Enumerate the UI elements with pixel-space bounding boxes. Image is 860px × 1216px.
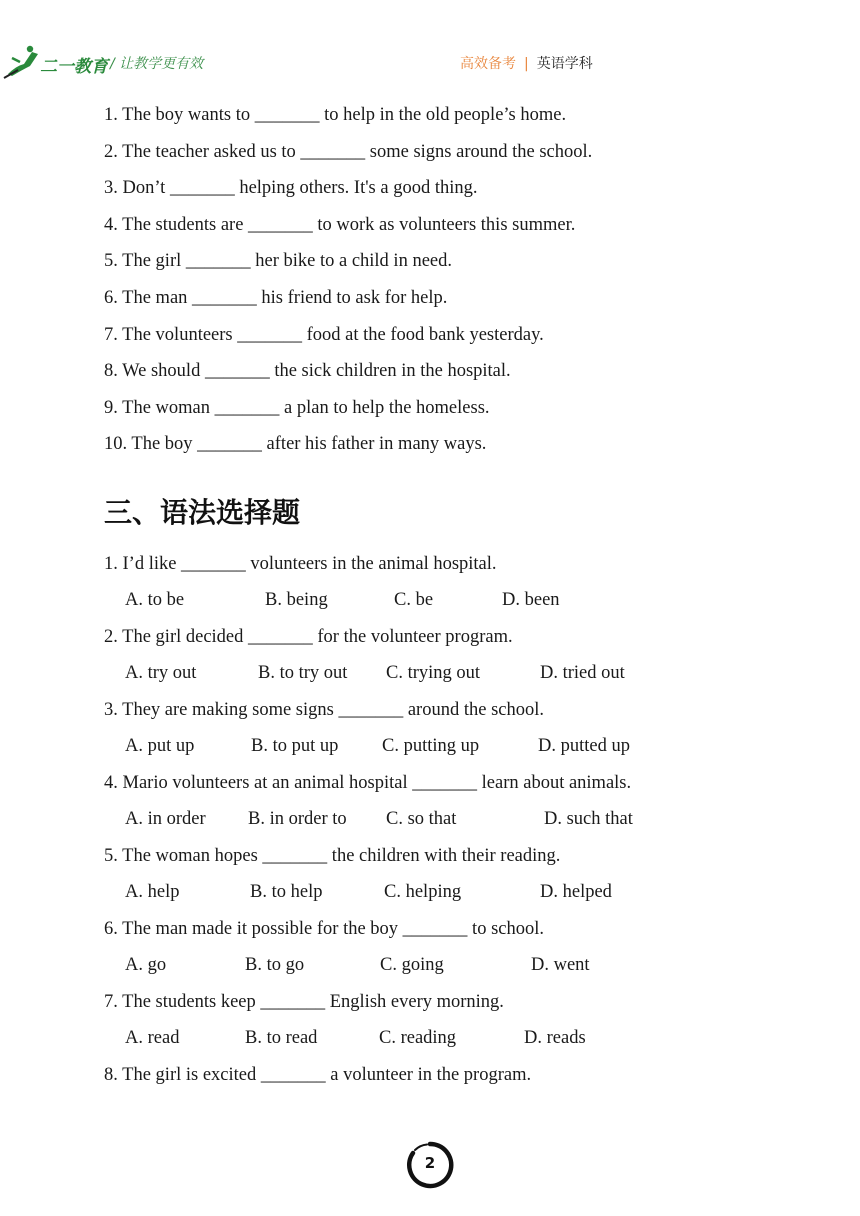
choice-option: A. to be <box>125 590 185 610</box>
slogan: / 让教学更有效 <box>110 56 204 72</box>
choice-option: D. tried out <box>540 663 625 683</box>
choice-option: C. be <box>394 590 434 610</box>
fill-question: 3. Don’t _______ helping others. It's a good thing. <box>104 178 478 198</box>
choice-option: A. try out <box>125 663 197 683</box>
runner-logo-icon <box>2 44 42 80</box>
choice-option: D. reads <box>524 1028 586 1048</box>
fill-question: 10. The boy _______ after his father in many ways. <box>104 434 487 454</box>
choice-option: D. such that <box>544 809 633 829</box>
choice-question-stem: 4. Mario volunteers at an animal hospital _______ learn about animals. <box>104 773 632 793</box>
choice-option: C. so that <box>386 809 457 829</box>
choice-option: C. putting up <box>382 736 480 756</box>
choice-option: A. help <box>125 882 180 902</box>
choice-option: B. in order to <box>248 809 347 829</box>
choice-option: B. to read <box>245 1028 318 1048</box>
choice-option: A. read <box>125 1028 180 1048</box>
choice-option: C. helping <box>384 882 462 902</box>
fill-question: 7. The volunteers _______ food at the food bank yesterday. <box>104 325 544 345</box>
choice-question-stem: 7. The students keep _______ English every morning. <box>104 992 504 1012</box>
choice-question-stem: 1. I’d like _______ volunteers in the animal hospital. <box>104 554 497 574</box>
choice-option: B. to try out <box>258 663 348 683</box>
choice-option: A. put up <box>125 736 195 756</box>
choice-question-stem: 2. The girl decided _______ for the volunteer program. <box>104 627 513 647</box>
choice-option: D. helped <box>540 882 612 902</box>
fill-question: 2. The teacher asked us to _______ some signs around the school. <box>104 142 593 162</box>
fill-question: 9. The woman _______ a plan to help the homeless. <box>104 398 490 418</box>
choice-option: C. trying out <box>386 663 481 683</box>
choice-option: D. went <box>531 955 590 975</box>
header-separator: | <box>524 56 529 72</box>
header-subject <box>460 53 593 73</box>
choice-option: B. being <box>265 590 328 610</box>
page-number: 2 <box>424 1154 436 1172</box>
fill-question: 5. The girl _______ her bike to a child in need. <box>104 251 452 271</box>
choice-option: D. been <box>502 590 560 610</box>
choice-question-stem: 3. They are making some signs _______ around the school. <box>104 700 544 720</box>
brand-name: 二一教育 <box>40 57 108 77</box>
choice-option: C. going <box>380 955 444 975</box>
choice-option: A. in order <box>125 809 206 829</box>
choice-question-stem: 6. The man made it possible for the boy _______ to school. <box>104 919 544 939</box>
fill-question: 1. The boy wants to _______ to help in the old people’s home. <box>104 105 567 125</box>
choice-option: B. to go <box>245 955 305 975</box>
page-number-badge <box>405 1140 455 1190</box>
choice-option: A. go <box>125 955 167 975</box>
fill-question: 4. The students are _______ to work as volunteers this summer. <box>104 215 576 235</box>
choice-question-stem: 8. The girl is excited _______ a volunteer in the program. <box>104 1065 532 1085</box>
subject-label: 英语学科 <box>536 56 593 72</box>
fill-question: 6. The man _______ his friend to ask for help. <box>104 288 448 308</box>
choice-option: D. putted up <box>538 736 630 756</box>
choice-question-stem: 5. The woman hopes _______ the children with their reading. <box>104 846 561 866</box>
page-header <box>0 40 860 84</box>
header-tag: 高效备考 <box>460 56 516 72</box>
choice-option: B. to put up <box>251 736 339 756</box>
section-title: 三、语法选择题 <box>104 496 301 529</box>
choice-option: C. reading <box>379 1028 457 1048</box>
choice-option: B. to help <box>250 882 323 902</box>
fill-question: 8. We should _______ the sick children in the hospital. <box>104 361 511 381</box>
